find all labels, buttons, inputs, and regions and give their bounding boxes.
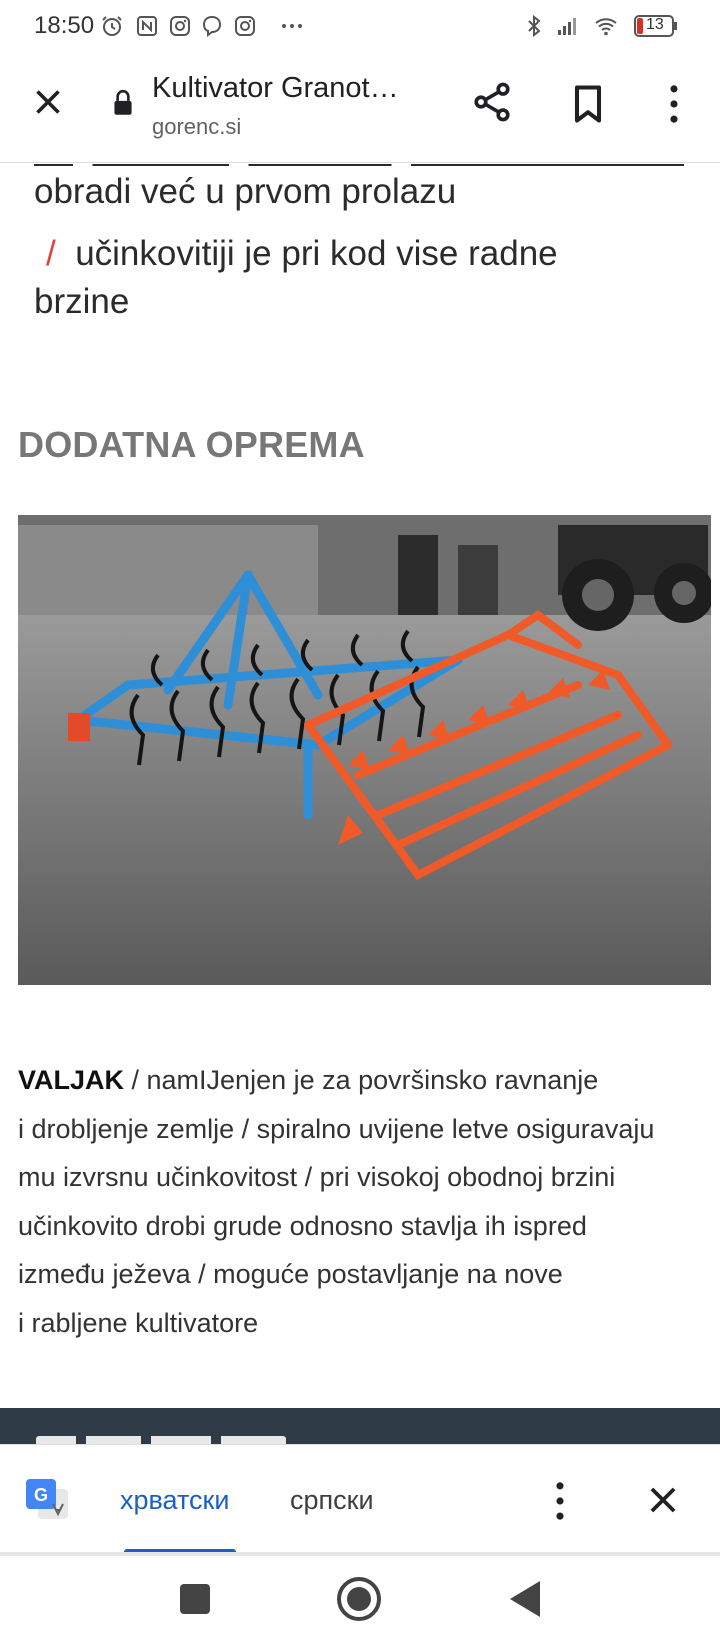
svg-text:G: G [33,1485,49,1505]
valjak-line: / namIJenjen je za površinsko ravnanje [124,1065,599,1095]
home-icon[interactable] [336,1576,382,1622]
bullet-text-cont: brzine [34,282,130,321]
valjak-label: VALJAK [18,1065,125,1095]
valjak-line: mu izvrsnu učinkovitost / pri visokoj obodnoj brzini [18,1162,616,1192]
status-time: 18:50 [34,12,95,39]
tab-language-serbian[interactable]: српски [290,1485,374,1515]
bookmark-icon[interactable] [566,82,610,126]
google-translate-icon [24,1477,70,1523]
valjak-line: i rabljene kultivatore [18,1307,259,1338]
page-title[interactable]: Kultivator Granot… [152,72,399,104]
battery-level: 13 [646,16,664,33]
status-bar [0,0,720,56]
back-icon[interactable] [506,1578,546,1620]
footer-heading-clipped [36,1436,286,1444]
text-line-partial: obradi već u prvom prolazu [34,172,457,211]
recents-icon[interactable] [178,1582,212,1616]
instagram-icon [233,14,257,38]
alarm-icon [100,14,124,38]
product-image [18,515,711,985]
clipped-text-line [34,160,684,168]
tab-language-croatian[interactable]: хрватски [120,1485,230,1515]
valjak-line: učinkovito drobi grude odnosno stavlja ih ispred [18,1210,587,1241]
section-heading: DODATNA OPREMA [18,424,365,465]
system-nav-bar [0,1556,720,1650]
share-icon[interactable] [470,80,514,124]
close-icon[interactable] [30,84,66,120]
footer-section [0,1408,720,1444]
instagram-icon [168,14,192,38]
viber-icon [200,14,224,38]
lock-icon[interactable] [110,88,136,118]
browser-toolbar [0,56,720,163]
translate-bar [0,1444,720,1553]
bullet-slash: / [46,234,56,273]
bullet-item [34,230,714,326]
valjak-line: i drobljenje zemlje / spiralno uvijene letve osiguravaju [18,1113,655,1144]
nfc-icon [135,14,159,38]
signal-icon [555,14,579,38]
more-dots-icon [280,14,304,38]
more-vert-icon[interactable] [656,82,692,126]
valjak-line: između ježeva / moguće postavljanje na nove [18,1259,563,1289]
page-domain[interactable]: gorenc.si [152,114,242,139]
bullet-text: učinkovitiji je pri kod vise radne [75,234,558,273]
valjak-description [18,1056,718,1347]
wifi-icon [594,14,618,38]
bluetooth-icon [522,14,546,38]
translate-more-icon[interactable] [548,1479,572,1523]
translate-close-icon[interactable] [644,1481,682,1519]
